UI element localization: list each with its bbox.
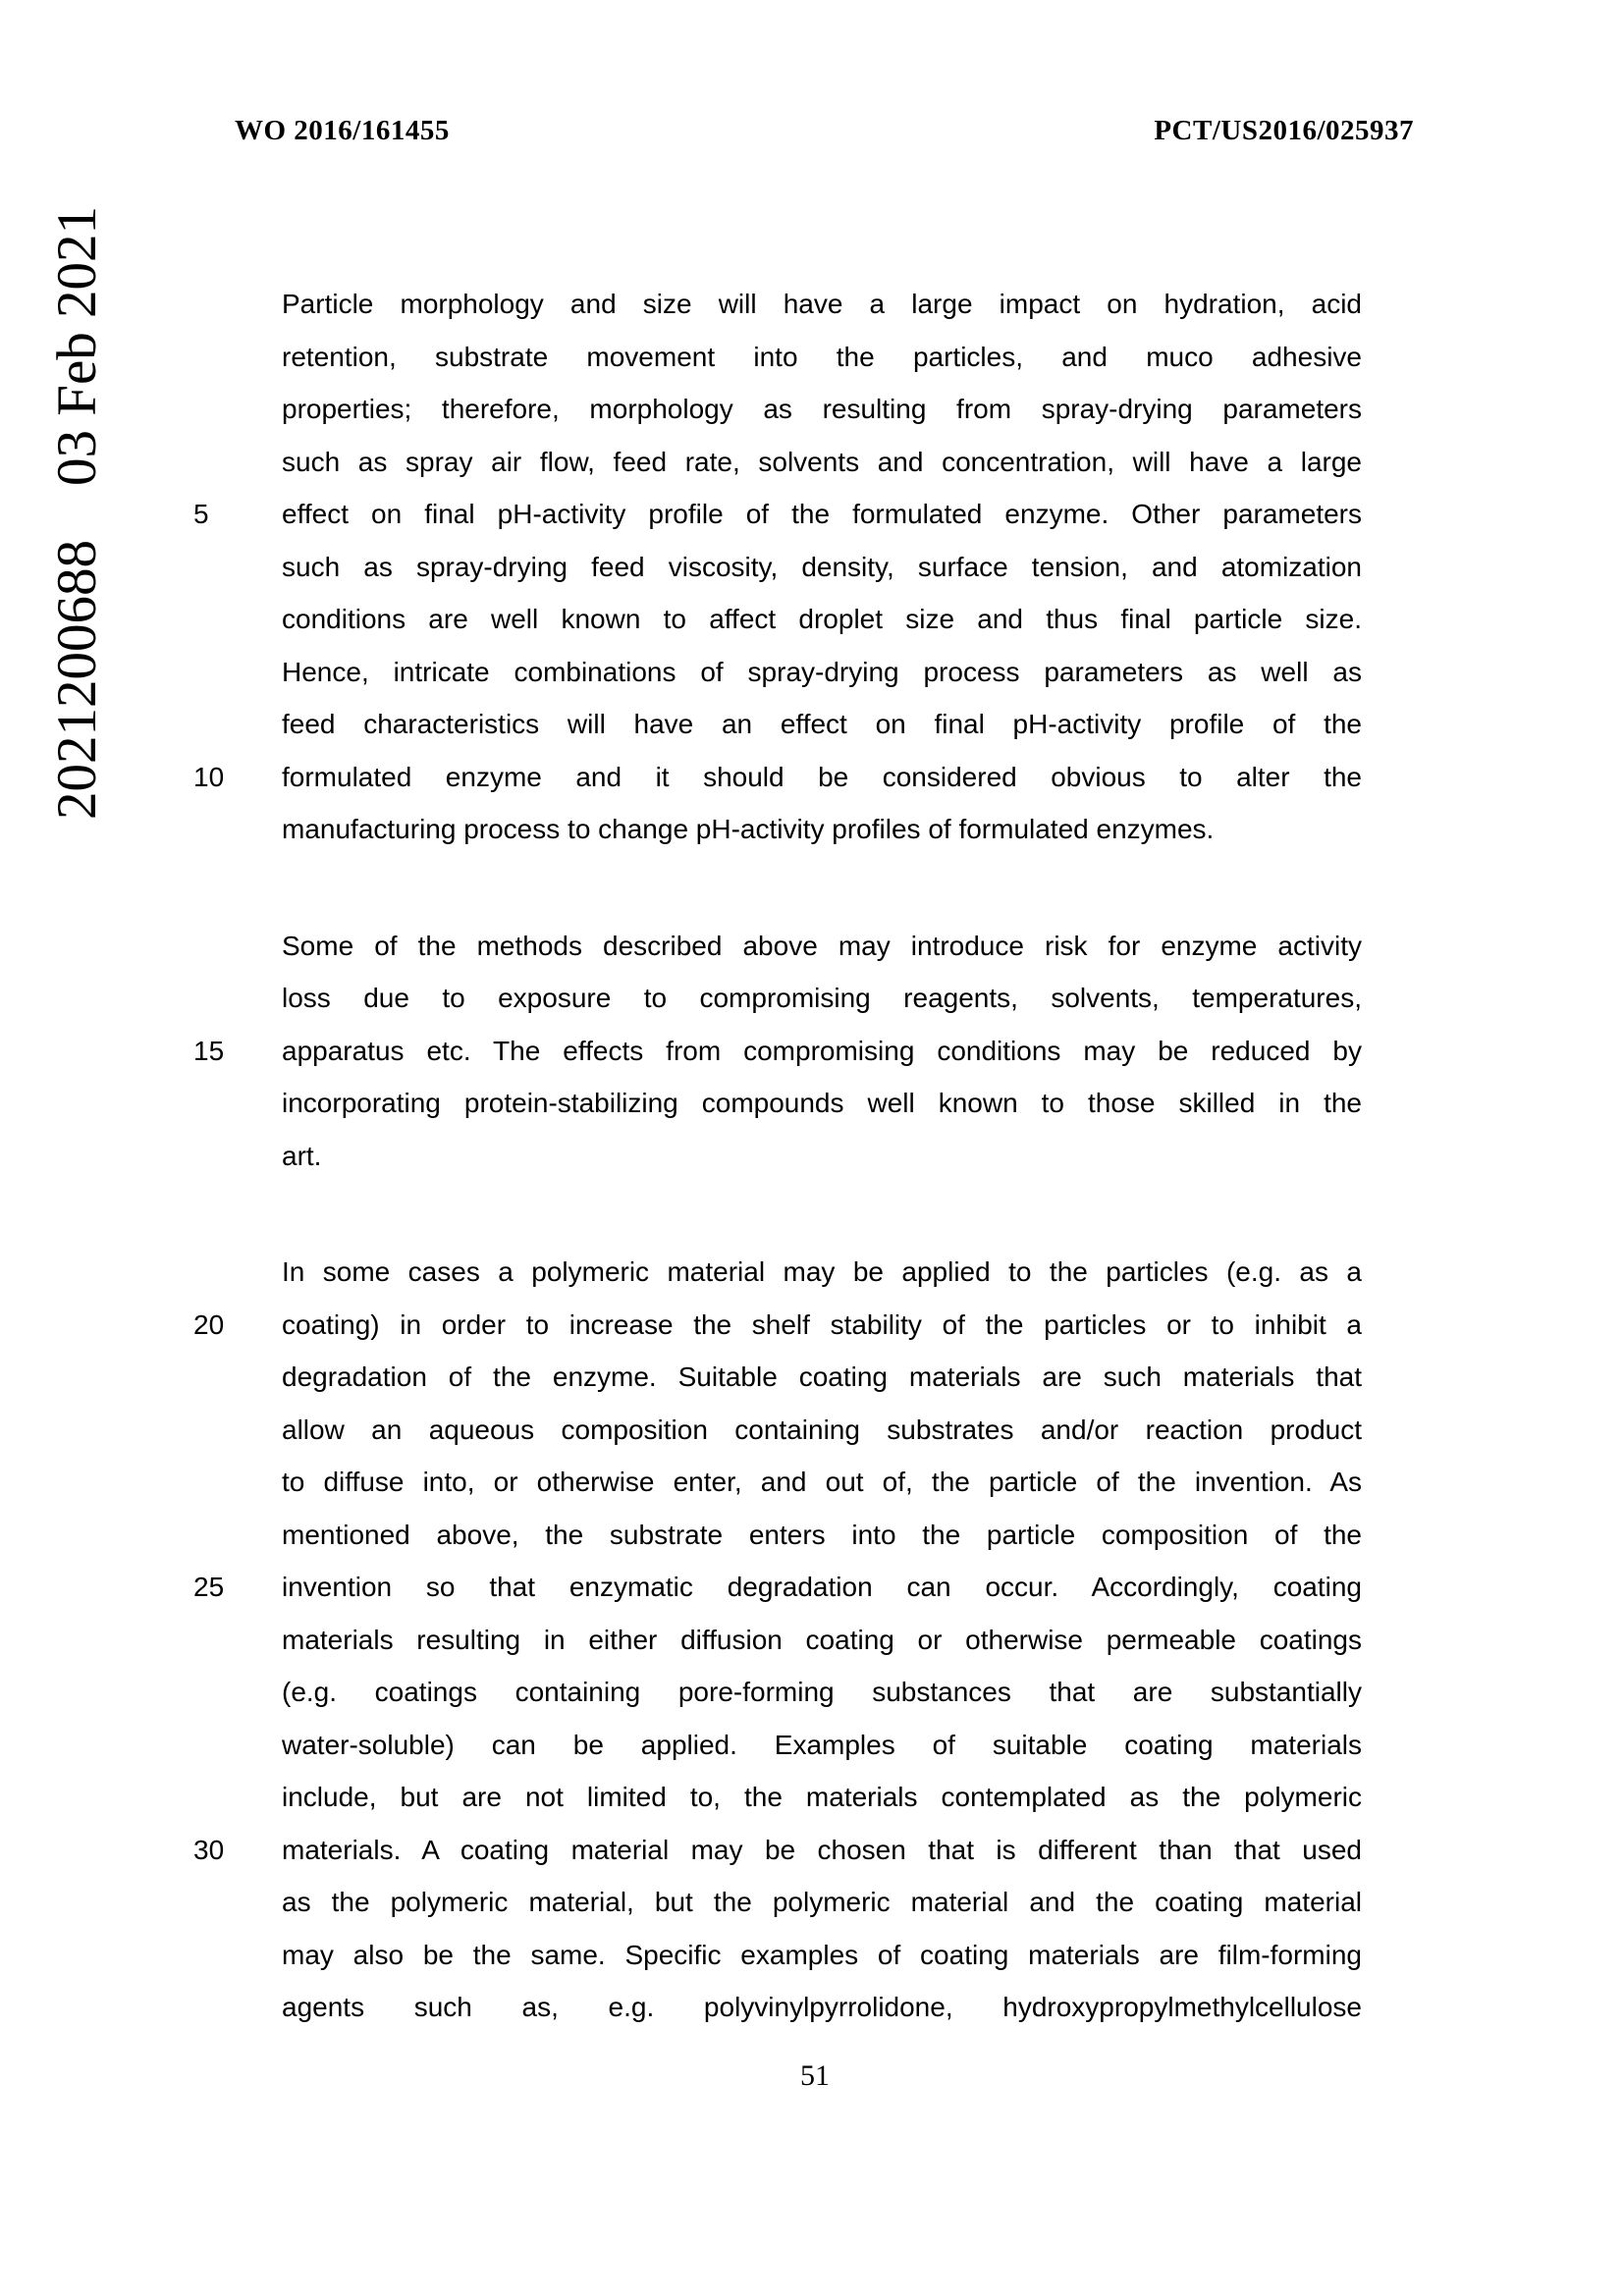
text-line: [193, 1299, 1362, 1352]
document-body: [193, 278, 1362, 2034]
line-number-30: 30: [193, 1834, 225, 1865]
line-text: invention so that enzymatic degradation can occur. Accordingly, coating: [282, 1572, 1362, 1602]
text-line: Particle morphology and size will have a large impact on hydration, acid: [282, 289, 1362, 319]
vertical-stamp: [45, 206, 110, 820]
line-number-5: 5: [193, 499, 209, 529]
line-number-10: 10: [193, 761, 225, 792]
text-line: (e.g. coatings containing pore-forming substances that are substantially: [282, 1677, 1362, 1707]
text-line: agents such as, e.g. polyvinylpyrrolidone, hydroxypropylmethylcellulose: [282, 1992, 1362, 2022]
line-text: materials. A coating material may be chosen that is different than that used: [282, 1834, 1362, 1865]
publication-number: WO 2016/161455: [235, 115, 450, 146]
text-line: to diffuse into, or otherwise enter, and out of, the particle of the invention. As: [282, 1467, 1362, 1497]
text-line: degradation of the enzyme. Suitable coating materials are such materials that: [282, 1362, 1362, 1392]
application-number: 2021200688: [46, 540, 108, 820]
paragraph: [193, 1246, 1362, 2034]
line-number-15: 15: [193, 1035, 225, 1066]
text-line: feed characteristics will have an effect on final pH-activity profile of the: [282, 709, 1362, 739]
text-line: Some of the methods described above may introduce risk for enzyme activity: [282, 930, 1362, 961]
text-line: water-soluble) can be applied. Examples of suitable coating materials: [282, 1729, 1362, 1760]
text-line: art.: [282, 1140, 322, 1171]
text-line: manufacturing process to change pH-activity profiles of formulated enzymes.: [282, 814, 1215, 844]
text-line: may also be the same. Specific examples of coating materials are film-forming: [282, 1939, 1362, 1970]
line-number-20: 20: [193, 1308, 225, 1340]
page-number: 51: [800, 2059, 830, 2092]
text-line: [193, 1561, 1362, 1614]
line-number-25: 25: [193, 1572, 225, 1602]
text-line: [193, 1025, 1362, 1078]
text-line: [193, 751, 1362, 804]
text-line: incorporating protein-stabilizing compounds well known to those skilled in the: [282, 1088, 1362, 1118]
paragraph: [193, 920, 1362, 1183]
text-line: [193, 1824, 1362, 1877]
text-line: properties; therefore, morphology as resulting from spray-drying parameters: [282, 394, 1362, 424]
line-text: effect on final pH-activity profile of the formulated enzyme. Other parameters: [282, 499, 1362, 529]
text-line: such as spray air flow, feed rate, solvents and concentration, will have a large: [282, 446, 1362, 477]
text-line: materials resulting in either diffusion coating or otherwise permeable coatings: [282, 1624, 1362, 1655]
text-line: allow an aqueous composition containing substrates and/or reaction product: [282, 1414, 1362, 1445]
text-line: such as spray-drying feed viscosity, density, surface tension, and atomization: [282, 551, 1362, 582]
text-line: loss due to exposure to compromising reagents, solvents, temperatures,: [282, 983, 1362, 1013]
line-text: formulated enzyme and it should be considered obvious to alter the: [282, 761, 1362, 792]
line-text: apparatus etc. The effects from compromising conditions may be reduced by: [282, 1035, 1362, 1066]
text-line: Hence, intricate combinations of spray-drying process parameters as well as: [282, 656, 1362, 687]
text-line: include, but are not limited to, the materials contemplated as the polymeric: [282, 1782, 1362, 1812]
text-line: conditions are well known to affect droplet size and thus final particle size.: [282, 604, 1362, 634]
text-line: In some cases a polymeric material may be applied to the particles (e.g. as a: [282, 1256, 1362, 1287]
filing-date-stamp: 03 Feb 2021: [46, 206, 108, 486]
pct-number: PCT/US2016/025937: [1154, 115, 1414, 146]
paragraph: [193, 278, 1362, 856]
text-line: [193, 488, 1362, 541]
text-line: as the polymeric material, but the polymeric material and the coating material: [282, 1887, 1362, 1917]
line-text: coating) in order to increase the shelf stability of the particles or to inhibit a: [282, 1308, 1362, 1340]
text-line: mentioned above, the substrate enters into the particle composition of the: [282, 1519, 1362, 1550]
text-line: retention, substrate movement into the particles, and muco adhesive: [282, 341, 1362, 372]
